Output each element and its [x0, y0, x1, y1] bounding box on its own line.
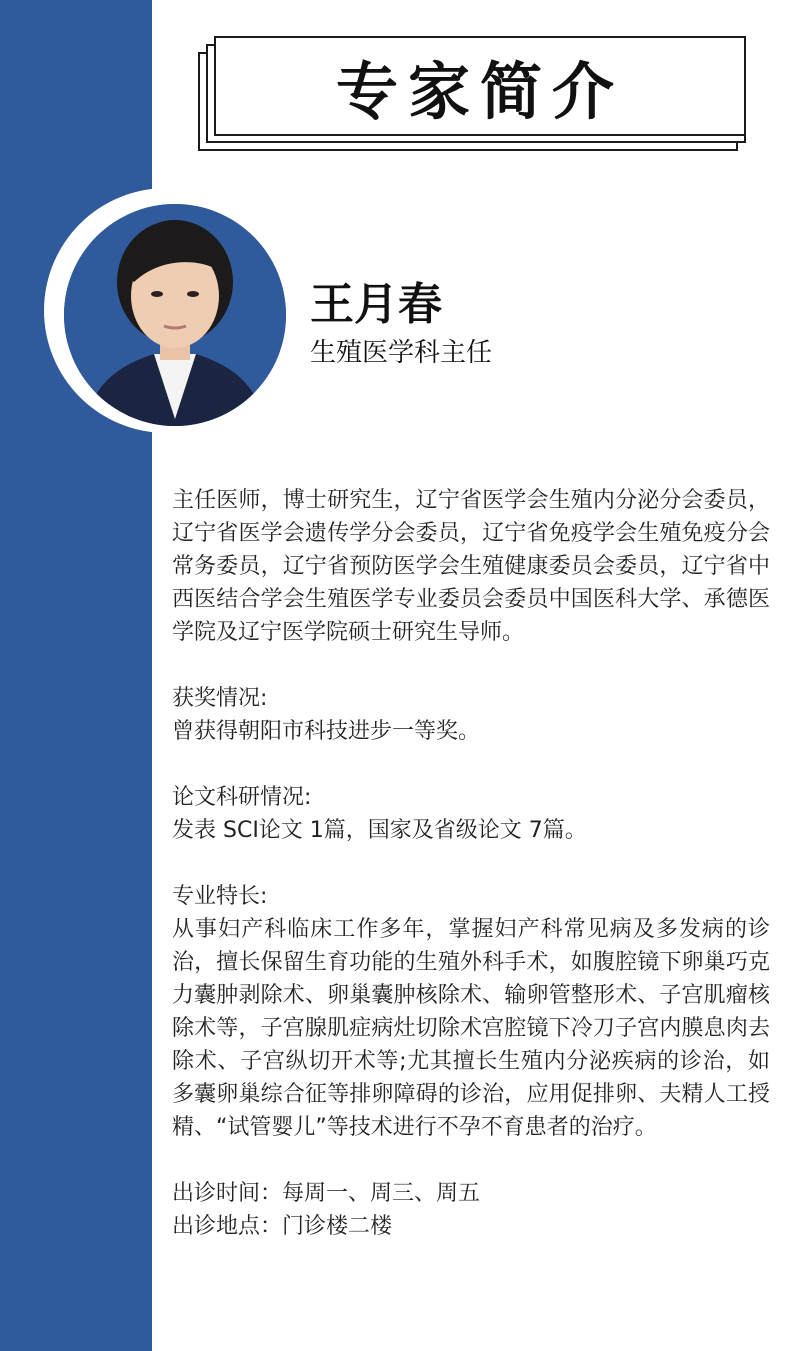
research-section — [172, 781, 770, 847]
awards-section — [172, 682, 770, 748]
awards-label: 获奖情况: — [172, 686, 268, 711]
bio-intro: 主任医师，博士研究生，辽宁省医学会生殖内分泌分会委员，辽宁省医学会遗传学分会委员，辽宁省免疫学会生殖免疫分会常务委员，辽宁省预防医学会生殖健康委员会委员，辽宁省中西医结合学会生殖医学专业委员会委员中国医科大学、承德医学院及辽宁医学院硕士研究生导师。 — [172, 488, 770, 645]
research-text: 发表 SCI论文 1篇，国家及省级论文 7篇。 — [172, 818, 587, 843]
specialty-section — [172, 880, 770, 1144]
schedule-section — [172, 1177, 770, 1243]
schedule-location: 出诊地点：门诊楼二楼 — [172, 1214, 393, 1239]
doctor-name: 王月春 — [310, 279, 442, 330]
specialty-text: 从事妇产科临床工作多年，掌握妇产科常见病及多发病的诊治，擅长保留生育功能的生殖外科手术，如腹腔镜下卵巢巧克力囊肿剥除术、卵巢囊肿核除术、输卵管整形术、子宫肌瘤核除术等，子宫腺肌症病灶切除术宫腔镜下冷刀子宫内膜息肉去除术、子宫纵切开术等;尤其擅长生殖内分泌疾病的诊治，如多囊卵巢综合征等排卵障碍的诊治，应用促排卵、夫精人工授精、“试管婴儿”等技术进行不孕不育患者的治疗。 — [172, 917, 770, 1140]
avatar — [64, 204, 286, 426]
specialty-label: 专业特长: — [172, 884, 268, 909]
research-label: 论文科研情况: — [172, 785, 312, 810]
awards-text: 曾获得朝阳市科技进步一等奖。 — [172, 719, 481, 744]
bio-content — [172, 484, 770, 1243]
doctor-portrait-icon — [64, 204, 286, 426]
page-title: 专家简介 — [335, 54, 624, 128]
title-frame — [214, 36, 746, 136]
doctor-role: 生殖医学科主任 — [310, 338, 493, 368]
schedule-time: 出诊时间：每周一、周三、周五 — [172, 1181, 481, 1206]
